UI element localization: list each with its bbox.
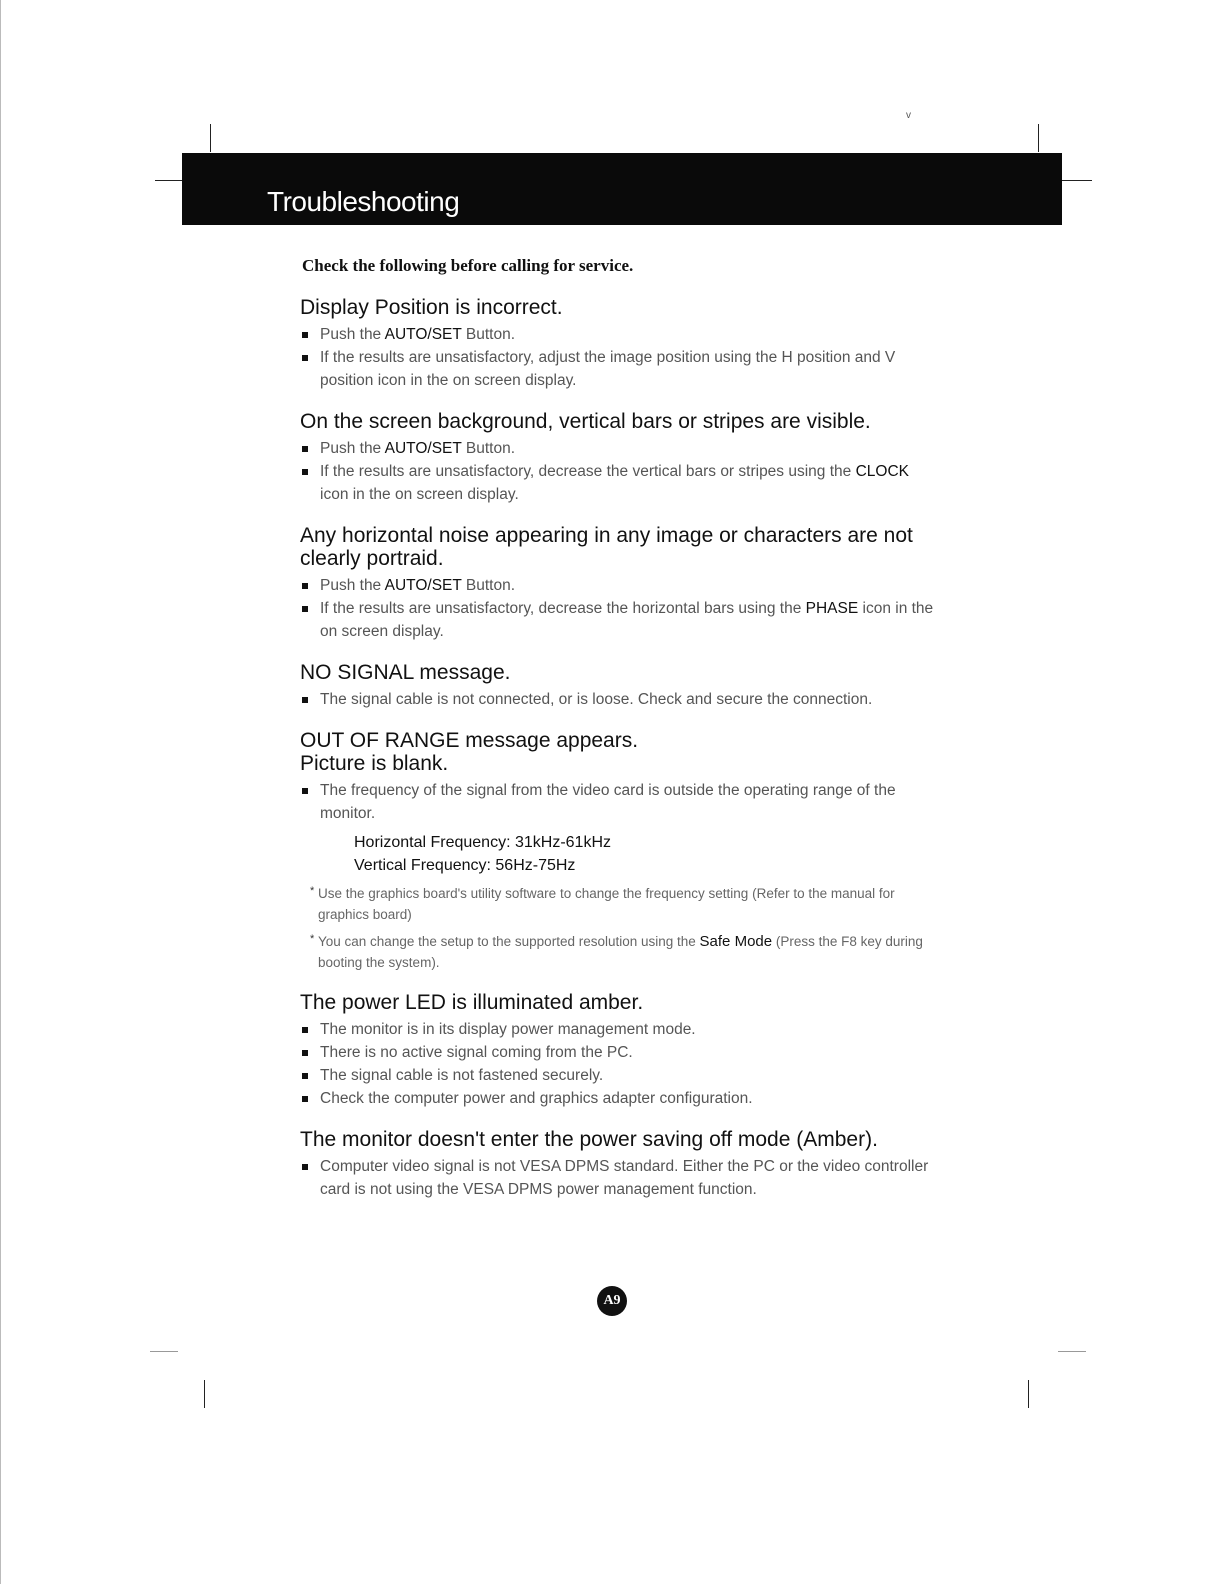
list-item: Push the AUTO/SET Button. — [300, 574, 940, 597]
bullet-list — [300, 1155, 940, 1201]
list-item: The monitor is in its display power management mode. — [300, 1018, 940, 1041]
section-power-saving — [300, 1128, 940, 1201]
section-vertical-bars — [300, 410, 940, 506]
crop-mark — [150, 1351, 178, 1352]
intro-text: Check the following before calling for service. — [302, 256, 634, 275]
crop-mark — [210, 124, 211, 152]
vertical-frequency: Vertical Frequency: 56Hz-75Hz — [354, 857, 576, 874]
section-title: NO SIGNAL message. — [300, 661, 511, 684]
bullet-list — [300, 1018, 940, 1110]
section-title: The power LED is illuminated amber. — [300, 991, 644, 1014]
page-number-badge: A9 — [597, 1286, 627, 1316]
section-title: Display Position is incorrect. — [300, 296, 563, 319]
section-no-signal — [300, 661, 940, 711]
list-item: Check the computer power and graphics adapter configuration. — [300, 1087, 940, 1110]
frequency-info — [354, 831, 940, 877]
note-item: * Use the graphics board's utility software to change the frequency setting (Refer to the manual for graphics board) — [300, 883, 940, 925]
list-item: There is no active signal coming from the PC. — [300, 1041, 940, 1064]
note-item: * You can change the setup to the supported resolution using the Safe Mode (Press the F8 key during booting the system). — [300, 931, 940, 973]
list-item: If the results are unsatisfactory, adjust the image position using the H position and V position icon in the on screen display. — [300, 346, 940, 392]
list-item: The frequency of the signal from the video card is outside the operating range of the monitor. — [300, 779, 940, 825]
header-bar — [182, 153, 1062, 225]
crop-mark — [1058, 1351, 1086, 1352]
section-horizontal-noise — [300, 524, 940, 643]
bullet-list — [300, 688, 940, 711]
crop-mark — [1062, 180, 1092, 181]
list-item: Push the AUTO/SET Button. — [300, 437, 940, 460]
bullet-list — [300, 323, 940, 392]
page-title: Troubleshooting — [267, 186, 460, 217]
crop-mark — [155, 180, 182, 181]
section-title: The monitor doesn't enter the power saving off mode (Amber). — [300, 1128, 878, 1151]
main-content — [300, 256, 940, 1219]
page-edge — [0, 0, 1, 1584]
section-title: Any horizontal noise appearing in any image or characters are not clearly portraid. — [300, 524, 913, 570]
crop-mark — [1038, 124, 1039, 152]
section-title: On the screen background, vertical bars or stripes are visible. — [300, 410, 871, 433]
section-power-led-amber — [300, 991, 940, 1110]
list-item: The signal cable is not fastened securely. — [300, 1064, 940, 1087]
list-item: Computer video signal is not VESA DPMS standard. Either the PC or the video controller card is not using the VESA DPMS power management function. — [300, 1155, 940, 1201]
section-out-of-range — [300, 729, 940, 973]
bullet-list — [300, 779, 940, 825]
crop-mark — [1028, 1380, 1029, 1408]
section-title: OUT OF RANGE message appears. Picture is blank. — [300, 729, 639, 775]
bullet-list — [300, 574, 940, 643]
horizontal-frequency: Horizontal Frequency: 31kHz-61kHz — [354, 834, 611, 851]
list-item: If the results are unsatisfactory, decrease the vertical bars or stripes using the CLOCK icon in the on screen display. — [300, 460, 940, 506]
crop-mark — [204, 1380, 205, 1408]
list-item: The signal cable is not connected, or is loose. Check and secure the connection. — [300, 688, 940, 711]
bullet-list — [300, 437, 940, 506]
section-display-position — [300, 296, 940, 392]
note-list — [300, 883, 940, 973]
tick-mark: v — [906, 110, 911, 121]
list-item: Push the AUTO/SET Button. — [300, 323, 940, 346]
list-item: If the results are unsatisfactory, decrease the horizontal bars using the PHASE icon in the on screen display. — [300, 597, 940, 643]
